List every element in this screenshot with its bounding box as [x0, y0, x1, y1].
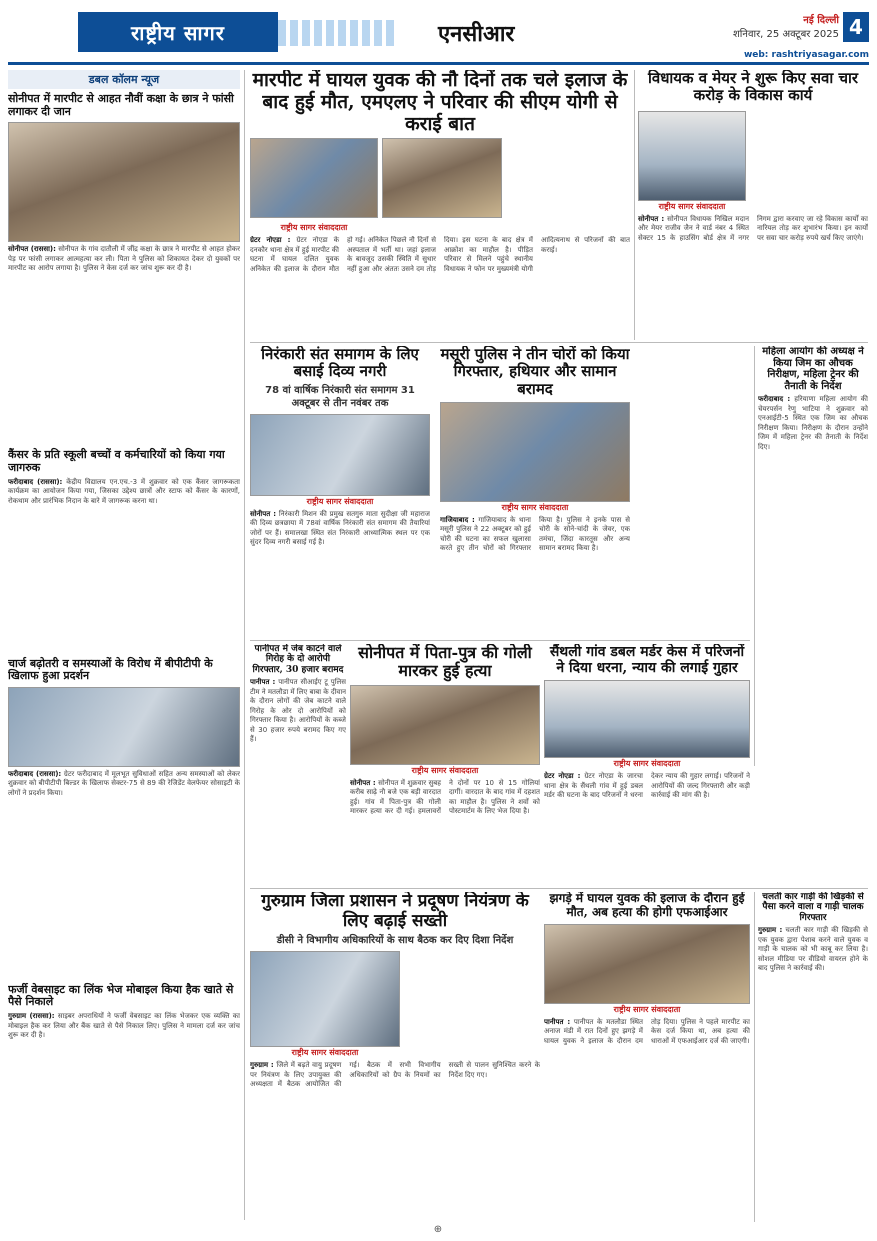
top-headline-box [250, 70, 630, 134]
sonipat-murder-dateline: सोनीपत : [350, 778, 376, 787]
edition-info [733, 14, 839, 42]
masoori-continued [634, 346, 750, 636]
saithli-body [544, 772, 750, 872]
women-headline: महिला आयोग की अध्यक्ष ने किया जिम का औचक निरीक्षण, महिला ट्रेनर की तैनाती के निर्देश [762, 346, 864, 392]
jhagde-body [544, 1018, 750, 1198]
window-crook-dateline: गुरुग्राम : [758, 926, 783, 935]
s1-photo [8, 122, 240, 242]
s3-body [8, 770, 240, 980]
saithli-story [544, 644, 750, 884]
s2-body [8, 478, 240, 654]
gurugram-body [250, 1061, 540, 1181]
gurugram-subhead: डीसी ने विभागीय अधिकारियों के साथ बैठक कर दिए दिशा निर्देश [276, 935, 514, 947]
saithli-dateline: ग्रेटर नोएडा : [544, 772, 581, 781]
women-text: हरियाणा महिला आयोग की चेयरपर्सन रेणु भाटिया ने शुक्रवार को एनआईटी-5 स्थित एक जिम का औचक निरीक्षण किया। निरीक्षण के दौरान उन्होंने जिम में महिला ट्रेनर की तैनाती के निर्देश दिए। [758, 395, 868, 451]
saithli-headline: सैंथली गांव डबल मर्डर केस में परिजनों ने दिया धरना, न्याय की लगाई गुहार [549, 644, 745, 677]
sonipat-murder-story [350, 644, 540, 884]
sonipat-murder-photo [350, 685, 540, 765]
nirankari-body [250, 510, 430, 620]
masoori-continued-body [634, 346, 750, 626]
sonipat-murder-text: सोनीपत में शुक्रवार सुबह करीब साढ़े नौ बजे एक बड़ी वारदात हुई। गांव में पिता-पुत्र की गोली मारकर हत्या कर दी गई। हमलावरों ने दोनों पर 10 से 15 गोलियां दागीं। वारदात के बाद गांव में दहशत का माहौल है। पुलिस ने शवों को पोस्टमार्टम के लिए भेज दिया है। [350, 778, 540, 816]
right-top-body [638, 215, 868, 335]
gurugram-dateline: गुरुग्राम : [250, 1061, 274, 1070]
brand-logo: राष्ट्रीय सागर [78, 12, 278, 52]
column-tag: डबल कॉलम न्यूज [8, 70, 240, 89]
s4-text: साइबर अपराधियों ने फर्जी वेबसाइट का लिंक भेजकर एक व्यक्ति का मोबाइल हैक कर लिया और बैंक खाते से पैसे निकाल लिए। पुलिस ने मामला दर्ज कर जांच शुरू कर दी है। [8, 1012, 240, 1040]
window-crook-body [758, 926, 868, 1196]
s1-text: सोनीपत के गांव दातौली में जींद्र कक्षा के छात्र ने मारपीट से आहत होकर पेड़ पर फांसी लगाकर आत्महत्या कर ली। पिता ने पुलिस को शिकायत देकर दो युवकों पर मारपीट का आरोप लगाया है। पुलिस ने केस दर्ज कर जांच शुरू कर दी है। [8, 245, 240, 273]
masthead [8, 8, 869, 64]
masoori-headline: मसूरी पुलिस ने तीन चोरों को किया गिरफ्तार, हथियार और सामान बरामद [440, 346, 630, 398]
nirankari-dateline: सोनीपत : [250, 509, 277, 518]
s2-text: केंद्रीय विद्यालय एन.एच.-3 में शुक्रवार को एक कैंसर जागरूकता कार्यक्रम का आयोजन किया गया, जिसका उद्देश्य छात्रों और स्टाफ को कैंसर के कारणों, रोकथाम और प्रारंभिक निदान के बारे में जागरूक करना था। [8, 477, 240, 505]
women-dateline: फरीदाबाद : [758, 395, 791, 403]
s1-body [8, 245, 240, 445]
right-top-photo [638, 111, 746, 201]
top-byline: राष्ट्रीय सागर संवाददाता [280, 223, 348, 232]
panipat-dateline: पानीपत : [250, 678, 276, 687]
window-crook-story [758, 892, 868, 1222]
window-crook-text: चलती कार गाड़ी की खिड़की से एक युवक द्वारा पेशाब करने वाले युवक व गाड़ी के चालक को भी काबू कर लिया है। सोशल मीडिया पर वीडियो वायरल होने के बाद पुलिस ने कार्रवाई की। [758, 926, 868, 973]
right-top-text: सोनीपत विधायक निखिल मदान और मेयर राजीव जैन ने वार्ड नंबर 4 स्थित सेक्टर 15 के हाउसिंग बोर्ड क्षेत्र में नगर निगम द्वारा करवाए जा रहे विकास कार्यों का नारियल तोड़ कर शुभारंभ किया। इन कार्यों पर सवा चार करोड़ रुपये खर्च किए जाएंगे। [638, 214, 868, 242]
jhagde-dateline: पानीपत : [544, 1017, 571, 1026]
s4-body [8, 1012, 240, 1182]
masoori-story [440, 346, 630, 636]
s4-dateline: गुरुग्राम (राससा): [8, 1012, 55, 1021]
sonipat-murder-body [350, 779, 540, 869]
top-body [250, 236, 630, 344]
panipat-text: पानीपत सीआईए टू पुलिस टीम ने मतलौडा में लिए बाबा के दीवान के दौरान लोगों की जेब काटने वाले गिरोह के ओर दो आरोपियों को गिरफ्तार किया है। आरोपियों के कब्जे से 30 हजार रुपये बरामद किए गए हैं। [250, 678, 346, 744]
masoori-text: गाजियाबाद के थाना मसूरी पुलिस ने 22 अक्टूबर को हुई चोरी की घटना का सफल खुलासा करते हुए तीन चोरों को गिरफ्तार किया है। पुलिस ने इनके पास से चोरी के सोने-चांदी के जेवर, एक तमंचा, जिंदा कारतूस और अन्य सामान बरामद किया है। [440, 515, 630, 553]
s3-text: ग्रेटर फरीदाबाद में मूलभूत सुविधाओं सहित अन्य समस्याओं को लेकर शुक्रवार को बीपीटीपी बिल्डर के खिलाफ सेक्टर-75 से 89 की रेजिडेंट वेलफेयर सोसाइटी के लोगों ने प्रदर्शन किया। [8, 769, 240, 797]
window-crook-headline: चलती कार गाड़ी की खिड़की से पैसा करने वाला व गाड़ी चालक गिरफ्तार [762, 892, 864, 923]
right-top-dateline: सोनीपत : [638, 214, 665, 223]
top-photo-2 [382, 138, 502, 218]
right-top-headline: विधायक व मेयर ने शुरू किए सवा चार करोड़ के विकास कार्य [647, 70, 859, 105]
gurugram-byline: राष्ट्रीय सागर संवाददाता [291, 1048, 359, 1058]
top-dateline: ग्रेटर नोएडा : [250, 236, 291, 244]
right-divider [634, 70, 635, 340]
top-photo-1 [250, 138, 378, 218]
masthead-rule [8, 62, 869, 65]
row-divider-3 [250, 888, 868, 889]
brand-decoration [278, 20, 398, 46]
gurugram-text: जिले में बढ़ते वायु प्रदूषण पर नियंत्रण के लिए उपायुक्त की अध्यक्षता में बैठक आयोजित की गई। बैठक में सभी विभागीय अधिकारियों को ग्रैप के नियमों का सख्ती से पालन सुनिश्चित करने के निर्देश दिए गए। [250, 1061, 540, 1089]
edition-city: नई दिल्ली [803, 15, 839, 26]
masoori-byline: राष्ट्रीय सागर संवाददाता [501, 502, 569, 512]
sonipat-murder-headline: सोनीपत में पिता-पुत्र की गोली मारकर हुई हत्या [358, 644, 532, 681]
registration-mark-icon: ⊕ [433, 1224, 443, 1235]
masoori-dateline: गाजियाबाद : [440, 515, 475, 524]
jhagde-photo [544, 924, 750, 1004]
right-top-byline: राष्ट्रीय सागर संवाददाता [658, 201, 726, 211]
page-number: 4 [843, 12, 869, 42]
s4-headline: फर्जी वेबसाइट का लिंक भेज मोबाइल किया हैक खाते से पैसे निकाले [8, 982, 234, 1009]
nirankari-headline: निरंकारी संत समागम के लिए बसाई दिव्य नगरी [261, 346, 419, 381]
right-top-story [638, 70, 868, 340]
s2-headline: कैंसर के प्रति स्कूली बच्चों व कर्मचारियों को किया गया जागरुक [8, 448, 225, 474]
row-divider-1 [250, 342, 868, 343]
panipat-body [250, 678, 346, 848]
nirankari-byline: राष्ट्रीय सागर संवाददाता [306, 496, 374, 506]
saithli-photo [544, 680, 750, 758]
women-body [758, 395, 868, 755]
right-divider-3 [754, 892, 755, 1222]
left-column [8, 70, 240, 1220]
nirankari-subhead: 78 वां वार्षिक निरंकारी संत समागम 31 अक्टूबर से तीन नवंबर तक [265, 384, 415, 409]
saithli-byline: राष्ट्रीय सागर संवाददाता [613, 759, 681, 769]
top-headline: मारपीट में घायल युवक की नौ दिनों तक चले इलाज के बाद हुई मौत, एमएलए ने परिवार की सीएम योगी से कराई बात [252, 70, 628, 134]
panipat-story [250, 644, 346, 880]
women-story [758, 346, 868, 766]
sonipat-murder-byline: राष्ट्रीय सागर संवाददाता [411, 765, 479, 775]
section-title: एनसीआर [438, 22, 515, 47]
s3-headline: चार्ज बढ़ोतरी व समस्याओं के विरोध में बीपीटीपी के खिलाफ हुआ प्रदर्शन [8, 656, 213, 683]
right-divider-2 [754, 346, 755, 766]
saithli-text: ग्रेटर नोएडा के जारचा थाना क्षेत्र के सैंथली गांव में हुई डबल मर्डर की घटना के बाद परिजनों ने धरना देकर न्याय की गुहार लगाई। परिजनों ने आरोपियों की जल्द गिरफ्तारी और कड़ी कार्रवाई की मांग की है। [544, 772, 750, 800]
nirankari-photo [250, 414, 430, 496]
s3-dateline: फरीदाबाद (राससा): [8, 769, 62, 778]
masoori-body [440, 516, 630, 636]
jhagde-text: पानीपत के मतलौडा स्थित अनाज मंडी में रात दिनों हुए झगड़े में घायल युवक ने इलाज के दौरान दम तोड़ दिया। पुलिस ने पहले मारपीट का केस दर्ज किया था, अब हत्या की धाराओं में एफआईआर दर्ज की जाएगी। [544, 1017, 750, 1045]
gurugram-photo [250, 951, 400, 1047]
s2-dateline: फरीदाबाद (राससा): [8, 477, 63, 486]
top-text: ग्रेटर नोएडा के दनकौर थाना क्षेत्र में हुई मारपीट की घटना में घायल दलित युवक अनिकेत की इलाज के दौरान मौत हो गई। अनिकेत पिछले नौ दिनों से अस्पताल में भर्ती था। जहां इलाज के बावजूद उसकी स्थिति में सुधार नहीं हुआ और अंततः उसने दम तोड़ दिया। इस घटना के बाद क्षेत्र में आक्रोश का माहौल है। पीड़ित परिवार से मिलने पहुंचे स्थानीय विधायक ने फोन पर मुख्यमंत्री योगी आदित्यनाथ से परिजनों की बात कराई। [250, 236, 630, 273]
gurugram-story [250, 892, 540, 1222]
s3-photo [8, 687, 240, 767]
s1-headline: सोनीपत में मारपीट से आहत नौवीं कक्षा के छात्र ने फांसी लगाकर दी जान [8, 92, 234, 118]
jhagde-byline: राष्ट्रीय सागर संवाददाता [613, 1004, 681, 1014]
nirankari-story [250, 346, 430, 636]
website-link[interactable]: web: rashtriyasagar.com [743, 50, 869, 60]
nirankari-text: निरंकारी मिशन की प्रमुख सतगुरु माता सुदीक्षा जी महाराज की दिव्य छत्रछाया में 78वां वार्षिक निरंकारी संत समागम की तैयारियां जोरों पर हैं। समालखा स्थित संत निरंकारी आध्यात्मिक स्थल पर एक सुंदर दिव्य नगरी बसाई गई है। [250, 509, 430, 546]
s1-dateline: सोनीपत (राससा): [8, 245, 56, 254]
column-divider [244, 70, 245, 1220]
jhagde-story [544, 892, 750, 1222]
jhagde-headline: झगड़े में घायल युवक की इलाज के दौरान हुई मौत, अब हत्या की होगी एफआईआर [549, 892, 745, 919]
panipat-headline: पानीपत में जेब काटने वाले गिरोह के दो आरोपी गिरफ्तार, 30 हजार बरामद [252, 644, 344, 675]
edition-date: शनिवार, 25 अक्टूबर 2025 [733, 29, 839, 40]
gurugram-headline: गुरुग्राम जिला प्रशासन ने प्रदूषण नियंत्रण के लिए बढ़ाई सख्ती [261, 892, 529, 931]
row-divider-2 [250, 640, 750, 641]
masoori-photo [440, 402, 630, 502]
